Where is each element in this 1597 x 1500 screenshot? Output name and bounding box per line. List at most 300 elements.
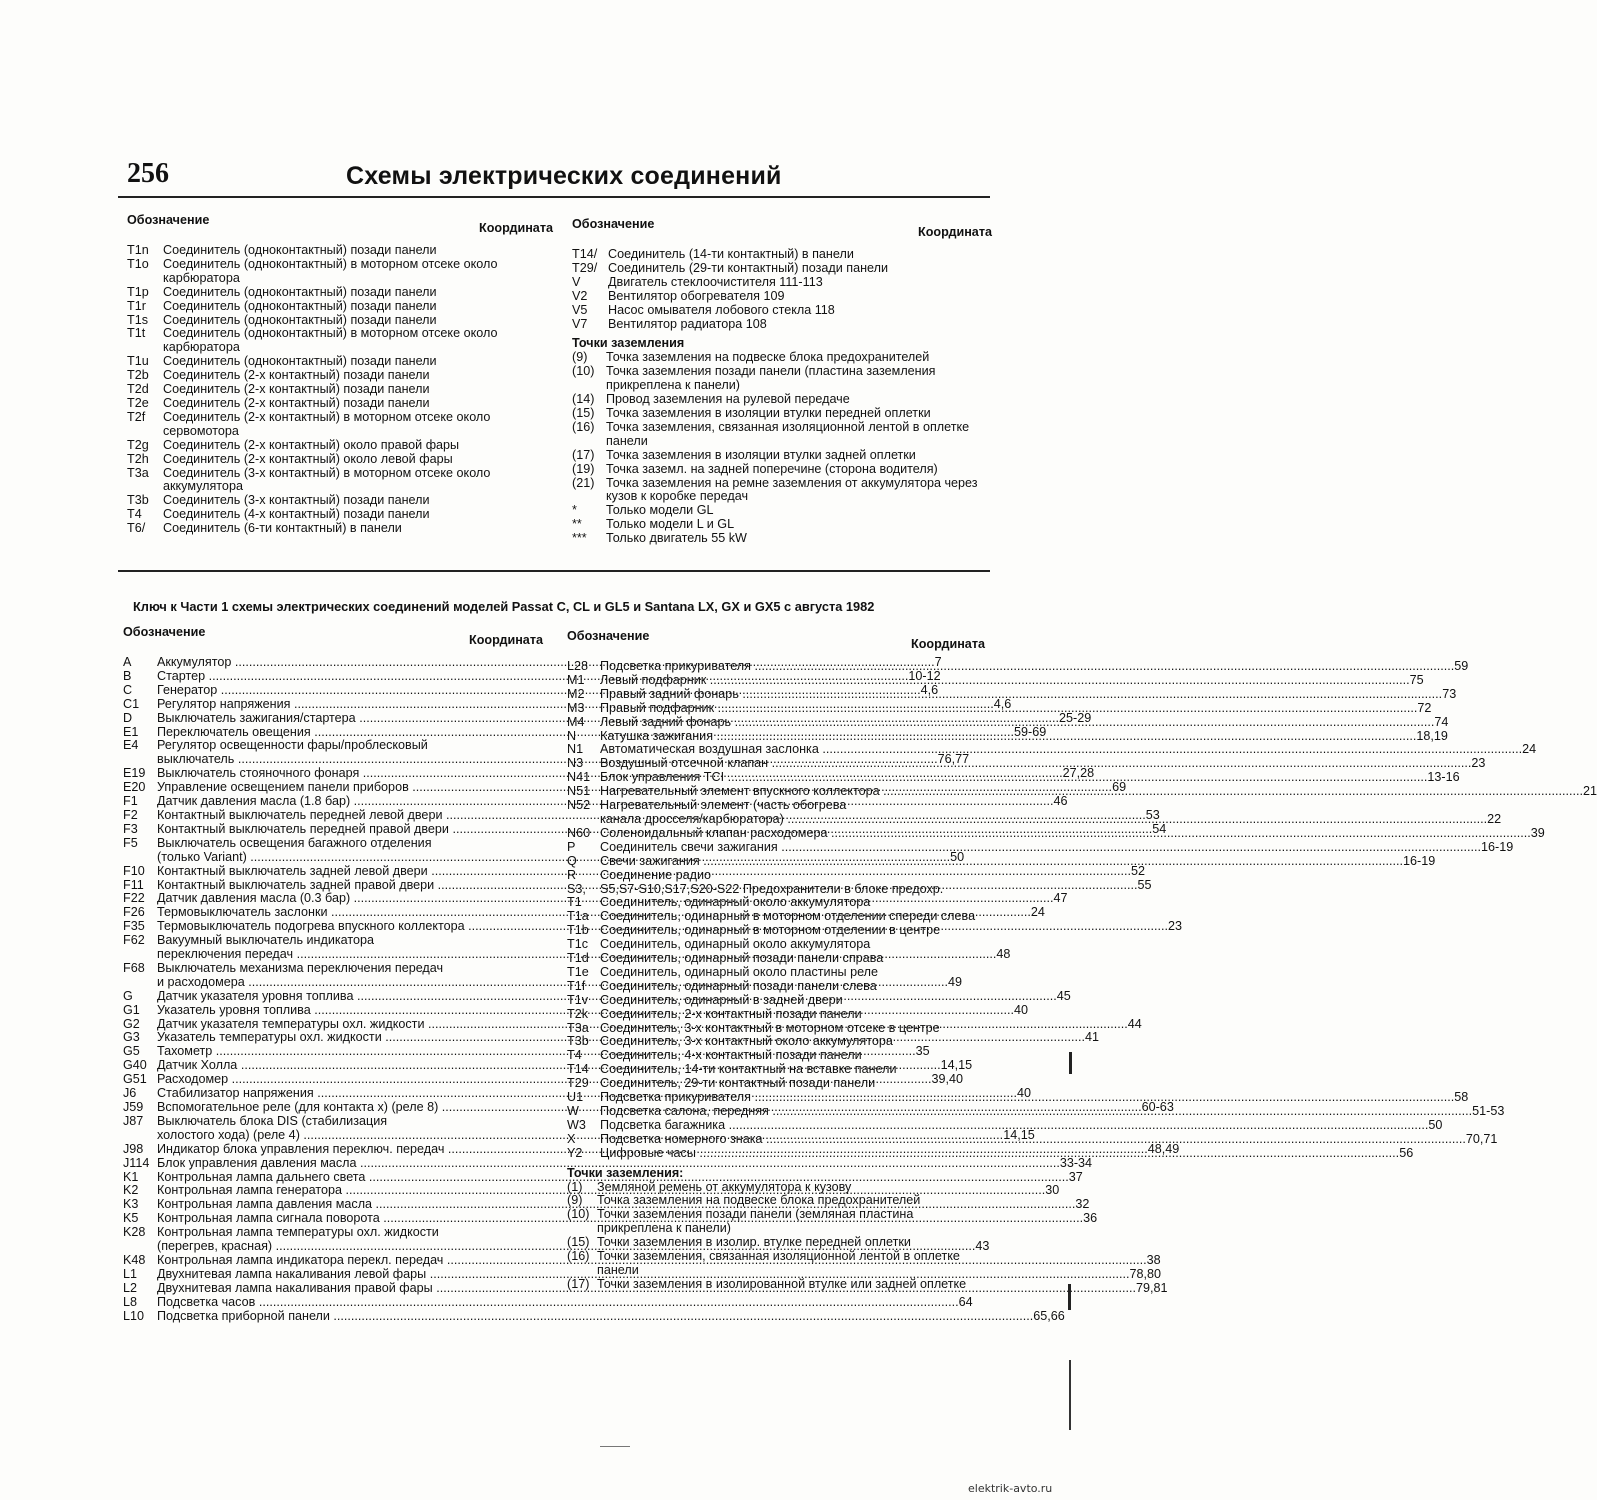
item-entry xyxy=(600,1119,1442,1133)
item-description: Контактный выключатель передней правой двери ..... xyxy=(157,823,1152,837)
item-description: Левый задний фонарь ..... xyxy=(600,716,1434,730)
item-code: T4 xyxy=(567,1048,582,1063)
item-code: T1b xyxy=(567,923,589,938)
list-item xyxy=(572,421,992,449)
item-code: * xyxy=(572,503,577,518)
item-description: Двухнитевая лампа накаливания левой фары ..... xyxy=(157,1268,1130,1282)
item-description: Датчик давления масла (1.8 бар) ..... xyxy=(157,795,1053,809)
section1-right-column xyxy=(572,218,992,546)
item-code: F26 xyxy=(123,905,145,920)
list-item xyxy=(127,244,553,258)
item-code: C1 xyxy=(123,696,140,711)
item-code: T1p xyxy=(127,284,149,299)
item-coordinate: 47 xyxy=(1053,891,1068,906)
item-coordinate: 59 xyxy=(1454,659,1469,673)
item-coordinate: 43 xyxy=(975,1239,990,1254)
item-entry xyxy=(600,757,1485,771)
item-entry xyxy=(600,855,1435,869)
item-code xyxy=(123,851,157,865)
item-coordinate: 23 xyxy=(1167,919,1182,934)
section1-ground-list xyxy=(572,351,992,546)
item-code: G xyxy=(123,988,133,1003)
item-code: V2 xyxy=(572,288,588,303)
item-description: Вспомогательное реле (для контакта x) (реле 8) ..... xyxy=(157,1101,1142,1115)
list-item xyxy=(572,407,992,421)
item-coordinate: 16-19 xyxy=(1403,853,1436,868)
item-coordinate: 65,66 xyxy=(1033,1308,1065,1323)
item-description: Термовыключатель заслонки ..... xyxy=(157,906,1031,920)
item-coordinate: 40 xyxy=(1014,1002,1029,1017)
item-description: Соединитель свечи зажигания ..... xyxy=(600,841,1481,855)
item-code: T1d xyxy=(567,951,589,966)
item-description: Соединитель (29-ти контактный) позади панели xyxy=(608,260,889,275)
item-code xyxy=(123,976,157,990)
item-code: F3 xyxy=(123,821,138,836)
item-code: L10 xyxy=(123,1308,145,1323)
item-code: V7 xyxy=(572,316,588,331)
item-code: N52 xyxy=(567,798,591,813)
item-coordinate: 75 xyxy=(1409,672,1424,687)
item-code: K3 xyxy=(123,1197,139,1212)
list-item xyxy=(127,383,553,397)
item-code: L8 xyxy=(123,1294,138,1309)
item-description: Точка заземления на подвеске блока предохранителей xyxy=(606,350,930,365)
item-description: Генератор ..... xyxy=(157,684,921,698)
item-code: F22 xyxy=(123,891,145,906)
item-code: T1u xyxy=(127,354,149,369)
item-code: F35 xyxy=(123,919,145,934)
item-code: ** xyxy=(572,517,582,532)
item-description: Подсветка багажника ..... xyxy=(600,1119,1428,1133)
item-code: (14) xyxy=(572,392,595,407)
item-code: L2 xyxy=(123,1280,138,1295)
section-divider xyxy=(118,570,990,572)
list-item xyxy=(127,258,553,286)
item-description: Выключатель освещения багажного отделения xyxy=(157,835,432,850)
list-item xyxy=(127,397,553,411)
item-code: T1s xyxy=(127,312,148,327)
list-item xyxy=(567,853,1436,869)
item-code: T1c xyxy=(567,937,588,952)
item-code: (9) xyxy=(567,1193,583,1208)
item-entry xyxy=(600,688,1456,702)
item-description: Контрольная лампа сигнала поворота ..... xyxy=(157,1212,1083,1226)
item-code: F62 xyxy=(123,933,145,948)
scan-mark xyxy=(1069,1360,1071,1430)
item-description: Контактный выключатель передней левой двери ..... xyxy=(157,809,1146,823)
item-description: Провод заземления на рулевой передаче xyxy=(606,392,850,407)
item-coordinate: 45 xyxy=(1056,988,1071,1003)
list-item xyxy=(567,1049,985,1063)
item-description: Регулятор напряжения ..... xyxy=(157,698,994,712)
list-item xyxy=(567,672,1424,688)
item-code: R xyxy=(567,867,577,882)
item-code: T29/ xyxy=(572,260,598,275)
item-description: Подсветка номерного знака ..... xyxy=(600,1133,1466,1147)
item-description: Соленоидальный клапан расходомера ..... xyxy=(600,827,1531,841)
item-entry xyxy=(600,813,1501,827)
list-item xyxy=(567,1022,985,1036)
section2-right-header xyxy=(567,630,985,660)
item-coordinate: 52 xyxy=(1131,863,1146,878)
item-code: N51 xyxy=(567,784,591,799)
item-description: Контрольная лампа давления масла ..... xyxy=(157,1198,1075,1212)
item-coordinate: 24 xyxy=(1522,742,1537,757)
item-code: V5 xyxy=(572,302,588,317)
item-description: Автоматическая воздушная заслонка ..... xyxy=(600,743,1522,757)
item-description: Соединитель, 2-х контактный позади панели xyxy=(600,1006,862,1021)
item-coordinate: 30 xyxy=(1045,1183,1060,1198)
item-description: Подсветка часов ..... xyxy=(157,1296,959,1310)
list-item xyxy=(567,1278,985,1292)
item-code: C xyxy=(123,682,133,697)
item-code: T2k xyxy=(567,1006,588,1021)
item-coordinate: 73 xyxy=(1442,686,1457,701)
item-coordinate: 64 xyxy=(958,1294,973,1309)
item-entry xyxy=(600,716,1448,730)
list-item xyxy=(123,1294,973,1310)
item-code: S3, xyxy=(567,881,586,896)
list-item xyxy=(127,411,553,439)
item-description: Соединитель (одноконтактный) позади панели xyxy=(163,243,437,257)
list-item xyxy=(127,369,553,383)
item-code: M1 xyxy=(567,672,585,687)
list-item xyxy=(567,686,1457,702)
item-code: (16) xyxy=(567,1249,590,1264)
list-item xyxy=(567,980,985,994)
item-entry xyxy=(600,1105,1504,1119)
item-coordinate: 40 xyxy=(1017,1086,1032,1101)
item-description: Земляной ремень от аккумулятора к кузову xyxy=(597,1179,852,1194)
item-coordinate: 14,15 xyxy=(940,1058,973,1073)
item-entry xyxy=(600,1091,1468,1105)
header-rule xyxy=(118,196,990,198)
item-code: J114 xyxy=(123,1155,150,1170)
list-item xyxy=(567,756,1486,771)
item-code: V xyxy=(572,274,581,289)
item-code: J6 xyxy=(123,1086,137,1101)
header-designation: Обозначение xyxy=(127,213,210,227)
list-item xyxy=(572,351,992,365)
item-description: Датчик давления масла (0.3 бар) ..... xyxy=(157,892,1053,906)
scan-mark xyxy=(1068,1284,1071,1310)
item-code: U1 xyxy=(567,1090,584,1105)
list-item xyxy=(567,952,985,966)
item-description: Расходомер ..... xyxy=(157,1073,931,1087)
item-description: Точка заземления позади панели (пластина заземления прикреплена к панели) xyxy=(606,364,936,393)
item-entry xyxy=(600,771,1460,785)
item-code: Q xyxy=(567,853,577,868)
list-item xyxy=(127,453,553,467)
item-description: Соединитель, одинарный около пластины реле xyxy=(600,964,879,979)
list-item xyxy=(127,300,553,314)
item-description: Термовыключатель подогрева впускного коллектора ..... xyxy=(157,920,1168,934)
list-item xyxy=(572,290,992,304)
list-item xyxy=(127,314,553,328)
item-description: Соединитель, 3-х контактный в моторном отсеке в центре xyxy=(600,1020,940,1035)
item-description: Точки заземления позади панели (земляная пластина прикреплена к панели) xyxy=(597,1207,914,1236)
item-description: Выключатель блока DIS (стабилизация xyxy=(157,1113,388,1128)
item-code: M4 xyxy=(567,714,585,729)
item-description: выключатель ..... xyxy=(157,753,938,767)
item-code: (15) xyxy=(572,405,595,420)
item-code: T1 xyxy=(567,895,582,910)
list-item xyxy=(123,739,543,753)
item-code: W3 xyxy=(567,1117,586,1132)
item-code: (19) xyxy=(572,461,595,476)
item-code: A xyxy=(123,655,132,669)
section2-ground-list xyxy=(567,1181,985,1292)
item-code: (1) xyxy=(567,1179,583,1194)
item-description: Вентилятор радиатора 108 xyxy=(608,316,767,331)
item-description: Правый задний фонарь ..... xyxy=(600,688,1442,702)
list-item xyxy=(572,304,992,318)
list-item xyxy=(567,1208,985,1236)
item-code: N60 xyxy=(567,825,591,840)
list-item xyxy=(567,924,985,938)
item-description: Соединитель (2-х контактный) позади панели xyxy=(163,395,430,410)
item-code: E19 xyxy=(123,766,146,781)
item-code: F11 xyxy=(123,877,144,892)
item-description: Соединитель, 3-х контактный около аккумулятора xyxy=(600,1034,893,1049)
list-item xyxy=(567,1077,985,1091)
item-description: Соединитель (одноконтактный) позади панели xyxy=(163,354,437,369)
item-code: T3a xyxy=(127,465,149,480)
watermark: elektrik-avto.ru xyxy=(968,1482,1053,1495)
list-item xyxy=(567,896,985,910)
list-item xyxy=(567,1063,985,1077)
list-item xyxy=(567,742,1537,757)
item-description: Точка заземления в изоляции втулки передней оплетки xyxy=(606,405,931,420)
item-entry xyxy=(600,1133,1497,1147)
list-item xyxy=(567,883,985,897)
item-code: F2 xyxy=(123,807,138,822)
item-code: L1 xyxy=(123,1266,138,1281)
list-item xyxy=(567,1236,985,1250)
item-coordinate: 32 xyxy=(1075,1197,1090,1212)
item-code: T1o xyxy=(127,256,149,271)
header-designation: Обозначение xyxy=(572,217,655,231)
item-code: T1r xyxy=(127,298,146,313)
item-coordinate: 4,6 xyxy=(993,696,1012,711)
item-code: *** xyxy=(572,531,587,546)
item-code: T2b xyxy=(127,368,149,383)
item-description: канала дросселя/карбюратора) ..... xyxy=(600,813,1487,827)
item-coordinate: 7 xyxy=(934,655,942,669)
item-description: Соединитель (14-ти контактный) в панели xyxy=(608,247,854,261)
item-code: T3b xyxy=(127,493,149,508)
item-code: N1 xyxy=(567,742,584,757)
item-description: Аккумулятор ..... xyxy=(157,656,935,670)
item-code: T2d xyxy=(127,382,149,397)
item-code xyxy=(123,1129,157,1143)
header-coordinate: Координата xyxy=(918,225,992,239)
item-description: Стартер ..... xyxy=(157,670,908,684)
item-description: и расходомера ..... xyxy=(157,976,948,990)
item-code: J59 xyxy=(123,1100,144,1114)
item-description: Управление освещением панели приборов ..... xyxy=(157,781,1112,795)
section1-left-list xyxy=(127,244,553,536)
item-code: G40 xyxy=(123,1058,147,1073)
list-item xyxy=(567,1008,985,1022)
item-code: T2h xyxy=(127,451,149,466)
item-description: (перегрев, красная) ..... xyxy=(157,1240,975,1254)
item-description: Нагревательный элемент впускного коллектора ..... xyxy=(600,785,1583,799)
list-item xyxy=(123,1266,1162,1282)
item-entry xyxy=(600,1147,1413,1161)
list-item xyxy=(572,477,992,505)
list-item xyxy=(123,934,543,948)
item-coordinate: 27,28 xyxy=(1062,766,1095,781)
item-description: Только двигатель 55 kW xyxy=(606,531,747,546)
item-code: G1 xyxy=(123,1002,140,1017)
item-code: N xyxy=(567,728,577,743)
list-item xyxy=(567,938,985,952)
item-description: Соединитель (одноконтактный) позади панели xyxy=(163,284,437,299)
list-item xyxy=(127,508,553,522)
item-description: Свечи зажигания ..... xyxy=(600,855,1403,869)
item-code: G51 xyxy=(123,1072,147,1087)
item-description: Указатель температуры охл. жидкости ..... xyxy=(157,1031,1085,1045)
item-description: Точка заземления на ремне заземления от аккумулятора через кузов к коробке передач xyxy=(606,475,978,504)
list-item xyxy=(567,1194,985,1208)
list-item xyxy=(127,522,553,536)
item-entry xyxy=(157,1310,1065,1324)
item-coordinate: 16-19 xyxy=(1481,839,1514,854)
item-description: Контрольная лампа дальнего света ..... xyxy=(157,1171,1069,1185)
item-description: Подсветка прикуривателя ..... xyxy=(600,1091,1454,1105)
ground-points-title: Точки заземления xyxy=(572,336,685,351)
item-coordinate: 14,15 xyxy=(1003,1127,1035,1142)
list-item xyxy=(567,869,985,883)
item-coordinate: 4,6 xyxy=(920,682,939,697)
item-entry xyxy=(157,1296,973,1310)
item-code: (21) xyxy=(572,475,595,490)
list-item xyxy=(123,1115,543,1129)
item-description: Только модели GL xyxy=(606,503,714,518)
item-description: Подсветка приборной панели ..... xyxy=(157,1310,1033,1324)
item-code: (16) xyxy=(572,419,595,434)
item-code: F68 xyxy=(123,960,145,975)
item-description: Соединитель (2-х контактный) около левой фары xyxy=(163,451,453,466)
item-coordinate: 44 xyxy=(1127,1016,1142,1031)
item-code: T1e xyxy=(567,964,589,979)
item-description: Соединитель (3-х контактный) в моторном отсеке около аккумулятора xyxy=(163,465,491,494)
item-description: Только модели L и GL xyxy=(606,517,735,532)
list-item xyxy=(127,467,553,495)
item-description: Соединитель, одинарный около аккумулятора xyxy=(600,937,871,952)
item-code: (9) xyxy=(572,350,588,365)
item-description: Точка заземл. на задней поперечине (сторона водителя) xyxy=(606,461,938,476)
item-code: (15) xyxy=(567,1235,590,1250)
item-description: Контрольная лампа температуры охл. жидкости xyxy=(157,1225,439,1240)
item-description: Контактный выключатель задней правой двери ..... xyxy=(157,879,1137,893)
item-coordinate: 38 xyxy=(1146,1252,1161,1267)
item-code: K28 xyxy=(123,1225,146,1240)
item-description: Соединитель, одинарный позади панели слева xyxy=(600,978,877,993)
list-item xyxy=(572,276,992,290)
header-coordinate: Координата xyxy=(911,637,985,651)
item-code: F5 xyxy=(123,835,138,850)
item-coordinate: 22 xyxy=(1487,811,1502,826)
item-coordinate: 10-12 xyxy=(908,668,941,683)
item-code: K2 xyxy=(123,1183,139,1198)
item-code: Y2 xyxy=(567,1145,583,1160)
item-code: (10) xyxy=(567,1207,590,1222)
item-description: Переключатель овещения ..... xyxy=(157,726,1014,740)
item-code: T2e xyxy=(127,395,149,410)
item-description: Тахометр ..... xyxy=(157,1045,916,1059)
item-description: Соединитель, 29-ти контактный позади панели xyxy=(600,1076,876,1091)
item-coordinate: 56 xyxy=(1399,1145,1414,1160)
item-coordinate: 48 xyxy=(996,947,1011,962)
item-code: K48 xyxy=(123,1252,146,1267)
item-description: Блок управления давления масла ..... xyxy=(157,1157,1060,1171)
item-code: T2f xyxy=(127,409,146,424)
list-item xyxy=(123,1226,543,1240)
item-code: T1n xyxy=(127,243,149,257)
item-description: Выключатель стояночного фонаря ..... xyxy=(157,767,1063,781)
item-description: Соединитель (6-ти контактный) в панели xyxy=(163,521,402,536)
item-code: T1t xyxy=(127,326,146,341)
item-code: T14 xyxy=(567,1062,589,1077)
item-description: Контактный выключатель задней левой двери ..... xyxy=(157,865,1131,879)
list-item xyxy=(127,355,553,369)
item-description: Соединитель, одинарный в моторном отделении в центре xyxy=(600,923,941,938)
item-entry xyxy=(600,827,1545,841)
item-code: T1v xyxy=(567,992,588,1007)
list-item xyxy=(567,1250,985,1278)
section1-right-list xyxy=(572,248,992,331)
item-code: M3 xyxy=(567,700,585,715)
item-coordinate: 69 xyxy=(1112,780,1127,795)
item-description: Правый подфарник ..... xyxy=(600,702,1417,716)
item-description: Насос омывателя лобового стекла 118 xyxy=(608,302,835,317)
list-item xyxy=(123,1155,1093,1171)
item-code: E4 xyxy=(123,738,139,753)
item-entry xyxy=(600,785,1597,799)
scan-mark xyxy=(600,1446,630,1447)
item-description: Соединитель, одинарный в задней двери xyxy=(600,992,843,1007)
section1-left-column xyxy=(127,214,553,536)
page-title: Схемы электрических соединений xyxy=(346,162,782,190)
item-coordinate: 60-63 xyxy=(1141,1100,1174,1114)
item-description: Точка заземления на подвеске блока предохранителей xyxy=(597,1193,921,1208)
item-description: Датчик Холла ..... xyxy=(157,1059,941,1073)
item-code: T4 xyxy=(127,507,142,522)
item-description: Соединитель (одноконтактный) в моторном отсеке около карбюратора xyxy=(163,256,498,285)
item-code: T1f xyxy=(567,978,586,993)
item-code: F10 xyxy=(123,863,145,878)
item-description: Соединитель, одинарный около аккумулятора xyxy=(600,895,871,910)
item-description: Вентилятор обогревателя 109 xyxy=(608,288,785,303)
item-entry xyxy=(600,743,1536,757)
item-coordinate: 23 xyxy=(1471,756,1486,771)
item-code: (17) xyxy=(567,1276,590,1291)
item-description: Соединитель (2-х контактный) в моторном отсеке около сервомотора xyxy=(163,409,491,438)
list-item xyxy=(572,393,992,407)
item-code: W xyxy=(567,1104,579,1118)
item-code xyxy=(123,753,157,767)
section1-left-header xyxy=(127,214,553,244)
item-entry xyxy=(600,674,1424,688)
list-item xyxy=(572,463,992,477)
item-entry xyxy=(600,730,1448,744)
list-item xyxy=(572,262,992,276)
item-code: K1 xyxy=(123,1169,139,1184)
item-description: Подсветка прикуривателя ..... xyxy=(600,660,1454,674)
item-code: E1 xyxy=(123,724,139,739)
